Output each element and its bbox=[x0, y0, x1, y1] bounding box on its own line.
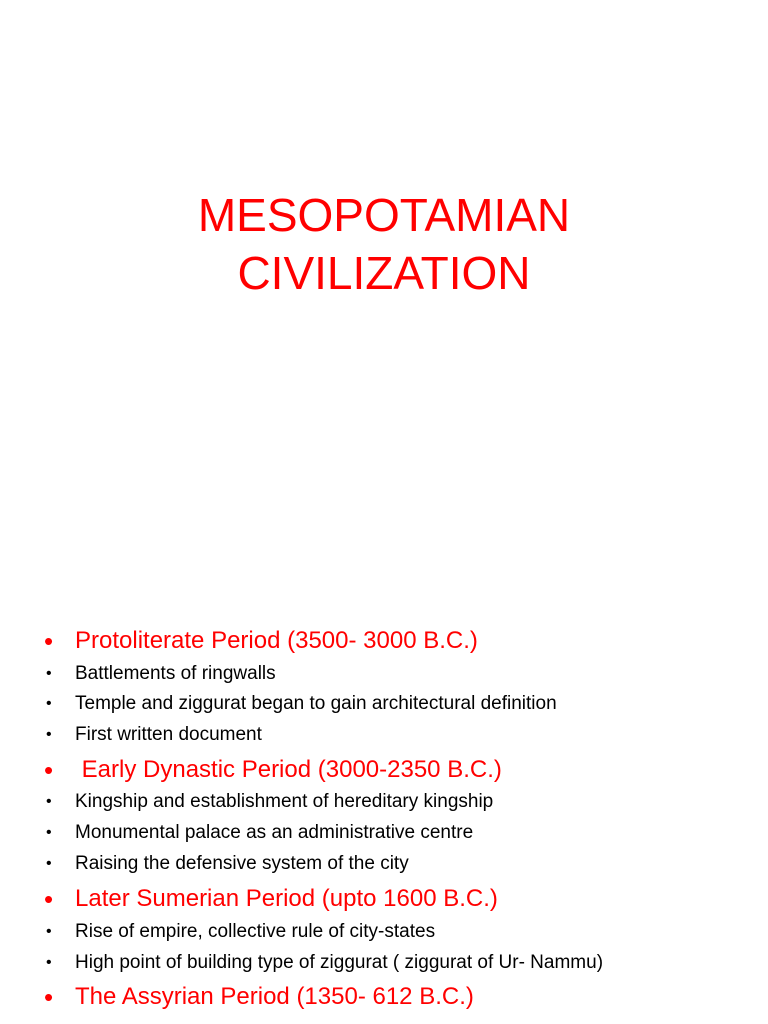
list-item-text: Monumental palace as an administrative centre bbox=[75, 822, 474, 843]
bullet-icon: • bbox=[44, 626, 54, 656]
section-heading-text: Later Sumerian Period (upto 1600 B.C.) bbox=[75, 885, 498, 912]
bullet-icon: • bbox=[46, 665, 52, 682]
list-item-text: Kingship and establishment of hereditary kingship bbox=[75, 791, 494, 812]
bullet-icon: • bbox=[46, 954, 52, 971]
title-line-2: CIVILIZATION bbox=[237, 247, 531, 299]
bullet-icon: • bbox=[44, 755, 54, 785]
list-item-text: Temple and ziggurat began to gain architectural definition bbox=[75, 693, 557, 714]
bullet-icon: • bbox=[46, 726, 52, 743]
list-item-text: Battlements of ringwalls bbox=[75, 663, 276, 684]
bullet-icon: • bbox=[46, 793, 52, 810]
section-heading-text: The Assyrian Period (1350- 612 B.C.) bbox=[75, 983, 474, 1010]
bullet-icon: • bbox=[46, 695, 52, 712]
bullet-icon: • bbox=[46, 855, 52, 872]
list-item-text: Rise of empire, collective rule of city-states bbox=[75, 921, 436, 942]
bullet-icon: • bbox=[44, 884, 54, 914]
title-line-1: MESOPOTAMIAN bbox=[197, 189, 571, 241]
section-heading-text: Protoliterate Period (3500- 3000 B.C.) bbox=[75, 627, 478, 654]
list-item-text: Raising the defensive system of the city bbox=[75, 853, 409, 874]
list-item-text: First written document bbox=[75, 724, 262, 745]
bullet-icon: • bbox=[46, 824, 52, 841]
bullet-icon: • bbox=[44, 982, 54, 1012]
bullet-icon: • bbox=[46, 923, 52, 940]
section-heading-text: Early Dynastic Period (3000-2350 B.C.) bbox=[75, 756, 502, 783]
list-item-text: High point of building type of ziggurat ( ziggurat of Ur- Nammu) bbox=[75, 952, 604, 973]
